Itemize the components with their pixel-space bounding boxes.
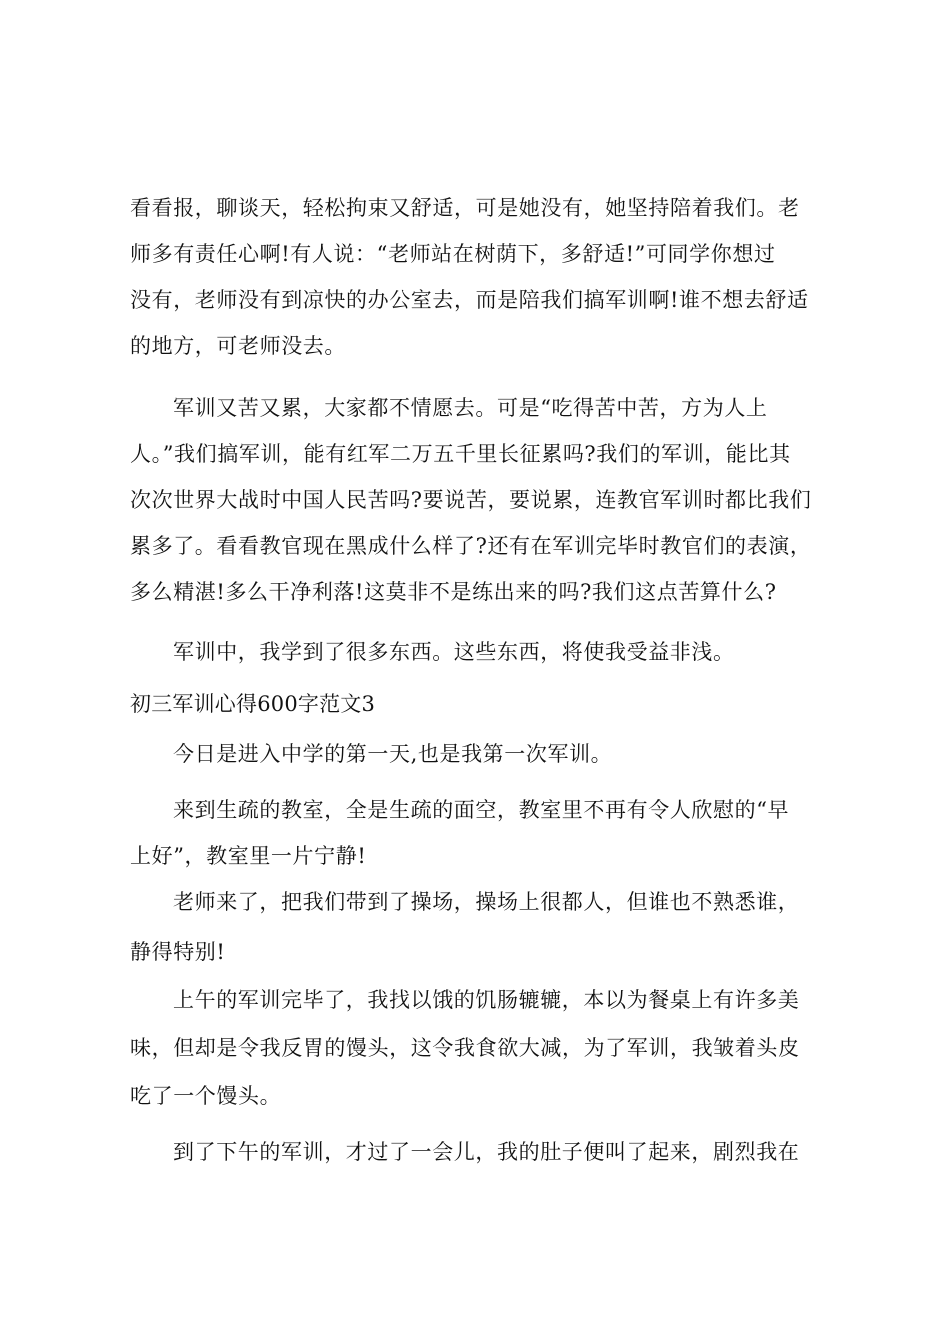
paragraph-line: 军训又苦又累，大家都不情愿去。可是“吃得苦中苦，方为人上 bbox=[173, 396, 768, 420]
paragraph-line: 吃了一个馒头。 bbox=[130, 1084, 282, 1108]
paragraph-line: 上午的军训完毕了，我找以饿的饥肠辘辘，本以为餐桌上有许多美 bbox=[173, 988, 800, 1012]
paragraph-line: 多么精湛!多么干净利落!这莫非不是练出来的吗?我们这点苦算什么? bbox=[130, 580, 777, 604]
paragraph-line: 上好”，教室里一片宁静! bbox=[130, 844, 367, 868]
paragraph-line: 来到生疏的教室，全是生疏的面空，教室里不再有令人欣慰的“早 bbox=[173, 798, 790, 822]
paragraph-line: 味，但却是令我反胃的馒头，这令我食欲大减，为了军训，我皱着头皮 bbox=[130, 1036, 800, 1060]
paragraph-line: 今日是进入中学的第一天,也是我第一次军训。 bbox=[173, 742, 613, 766]
paragraph-line: 静得特别! bbox=[130, 940, 226, 964]
paragraph-line: 看看报，聊谈天，轻松拘束又舒适，可是她没有，她坚持陪着我们。老 bbox=[130, 196, 800, 220]
paragraph-line: 的地方，可老师没去。 bbox=[130, 334, 346, 358]
paragraph-line: 次次世界大战时中国人民苦吗?要说苦，要说累，连教官军训时都比我们 bbox=[130, 488, 812, 512]
paragraph-line: 没有，老师没有到凉快的办公室去，而是陪我们搞军训啊!谁不想去舒适 bbox=[130, 288, 809, 312]
paragraph-line: 人。”我们搞军训，能有红军二万五千里长征累吗?我们的军训，能比其 bbox=[130, 442, 791, 466]
paragraph-line: 军训中，我学到了很多东西。这些东西，将使我受益非浅。 bbox=[173, 640, 735, 664]
paragraph-line: 累多了。看看教官现在黑成什么样了?还有在军训完毕时教官们的表演， bbox=[130, 534, 812, 558]
paragraph-line: 到了下午的军训，才过了一会儿，我的肚子便叫了起来，剧烈我在 bbox=[173, 1140, 800, 1164]
paragraph-line: 师多有责任心啊!有人说：“老师站在树荫下，多舒适!”可同学你想过 bbox=[130, 242, 776, 266]
paragraph-line: 老师来了，把我们带到了操场，操场上很都人，但谁也不熟悉谁， bbox=[173, 890, 800, 914]
section-heading: 初三军训心得600字范文3 bbox=[130, 692, 376, 716]
